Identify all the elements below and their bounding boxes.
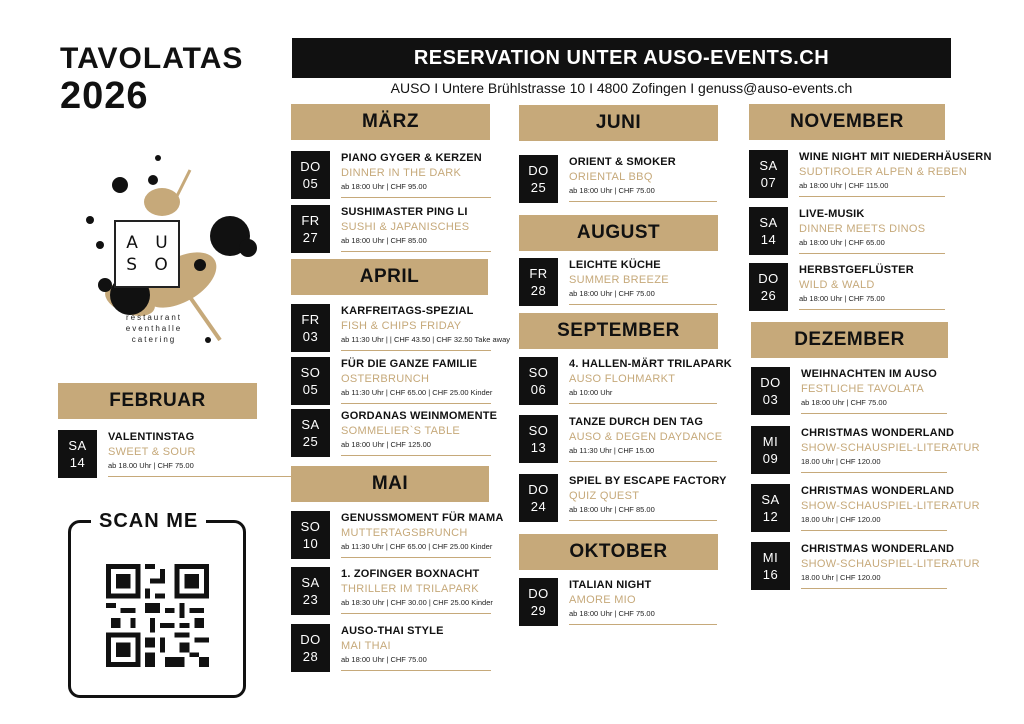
event-date-badge bbox=[291, 409, 330, 457]
month-header-november: NOVEMBER bbox=[749, 104, 945, 140]
event-title: WINE NIGHT MIT NIEDERHÄUSERN bbox=[799, 151, 992, 163]
event-divider bbox=[569, 461, 717, 462]
event-info: ab 11:30 Uhr | | CHF 43.50 | CHF 32.50 Take away bbox=[341, 335, 510, 344]
event-item[interactable] bbox=[519, 258, 717, 306]
event-title: 1. ZOFINGER BOXNACHT bbox=[341, 568, 480, 580]
event-item[interactable] bbox=[519, 415, 723, 463]
title-line1: TAVOLATAS bbox=[60, 42, 244, 75]
event-day: 05 bbox=[302, 176, 319, 191]
event-item[interactable] bbox=[749, 263, 945, 311]
event-title: WEIHNACHTEN IM AUSO bbox=[801, 368, 937, 380]
logo-row2: S O bbox=[126, 255, 174, 275]
event-item[interactable] bbox=[291, 624, 491, 672]
event-day: 03 bbox=[762, 392, 779, 407]
event-day: 10 bbox=[302, 536, 319, 551]
event-divider bbox=[799, 309, 945, 310]
address-line: AUSO I Untere Brühlstrasse 10 I 4800 Zofingen I genuss@auso-events.ch bbox=[390, 80, 853, 96]
event-info: ab 18:00 Uhr | CHF 75.00 bbox=[569, 186, 655, 195]
event-day: 28 bbox=[302, 649, 319, 664]
event-item[interactable] bbox=[751, 367, 947, 415]
event-date-badge bbox=[519, 578, 558, 626]
event-weekday: SO bbox=[300, 365, 321, 380]
event-info: ab 11:30 Uhr | CHF 65.00 | CHF 25.00 Kinder bbox=[341, 388, 493, 397]
event-weekday: DO bbox=[300, 632, 321, 647]
event-day: 25 bbox=[302, 434, 319, 449]
event-info: ab 18.00 Uhr | CHF 75.00 bbox=[108, 461, 194, 470]
event-divider bbox=[569, 304, 717, 305]
month-header-august: AUGUST bbox=[519, 215, 718, 251]
event-info: ab 18:00 Uhr | CHF 65.00 bbox=[799, 238, 885, 247]
event-item[interactable] bbox=[291, 151, 491, 199]
event-day: 06 bbox=[530, 382, 547, 397]
event-date-badge bbox=[519, 155, 558, 203]
event-title: KARFREITAGS-SPEZIAL bbox=[341, 305, 474, 317]
event-info: ab 11:30 Uhr | CHF 15.00 bbox=[569, 446, 655, 455]
event-item[interactable] bbox=[291, 409, 498, 457]
event-day: 07 bbox=[760, 175, 777, 190]
event-info: ab 18:00 Uhr | CHF 95.00 bbox=[341, 182, 427, 191]
event-weekday: SA bbox=[761, 492, 780, 507]
event-title: FÜR DIE GANZE FAMILIE bbox=[341, 358, 478, 370]
event-subtitle: DINNER IN THE DARK bbox=[341, 167, 462, 179]
event-divider bbox=[801, 413, 947, 414]
event-info: 18.00 Uhr | CHF 120.00 bbox=[801, 573, 881, 582]
event-day: 16 bbox=[762, 567, 779, 582]
event-weekday: SA bbox=[301, 575, 320, 590]
event-weekday: MI bbox=[762, 434, 779, 449]
event-subtitle: SUMMER BREEZE bbox=[569, 274, 669, 286]
event-item[interactable] bbox=[291, 511, 504, 559]
event-weekday: DO bbox=[528, 586, 549, 601]
event-title: GORDANAS WEINMOMENTE bbox=[341, 410, 498, 422]
event-info: ab 18:00 Uhr | CHF 75.00 bbox=[569, 289, 655, 298]
month-header-maerz: MÄRZ bbox=[291, 104, 490, 140]
title-line2: 2026 bbox=[60, 75, 149, 117]
event-subtitle: AUSO FLOHMARKT bbox=[569, 373, 676, 385]
event-title: CHRISTMAS WONDERLAND bbox=[801, 543, 955, 555]
event-info: ab 18:00 Uhr | CHF 75.00 bbox=[801, 398, 887, 407]
auso-logo bbox=[70, 150, 270, 360]
scan-me-label: SCAN ME bbox=[91, 509, 206, 533]
event-date-badge bbox=[291, 567, 330, 615]
event-divider bbox=[341, 613, 491, 614]
logo-sub-eventhalle: eventhalle bbox=[125, 324, 183, 333]
event-date-badge bbox=[519, 258, 558, 306]
event-subtitle: WILD & WALD bbox=[799, 279, 875, 291]
event-date-badge bbox=[291, 304, 330, 352]
event-weekday: FR bbox=[301, 312, 320, 327]
event-divider bbox=[569, 201, 717, 202]
event-title: HERBSTGEFLÜSTER bbox=[799, 264, 914, 276]
event-date-badge bbox=[751, 367, 790, 415]
event-divider bbox=[799, 253, 945, 254]
event-info: ab 11:30 Uhr | CHF 65.00 | CHF 25.00 Kinder bbox=[341, 542, 493, 551]
reservation-banner[interactable]: RESERVATION UNTER AUSO-EVENTS.CH bbox=[292, 38, 951, 78]
event-date-badge bbox=[291, 357, 330, 405]
event-date-badge bbox=[751, 426, 790, 474]
event-subtitle: QUIZ QUEST bbox=[569, 490, 640, 502]
event-item[interactable] bbox=[291, 304, 510, 352]
event-subtitle: FESTLICHE TAVOLATA bbox=[801, 383, 924, 395]
event-info: 18.00 Uhr | CHF 120.00 bbox=[801, 457, 881, 466]
event-title: ORIENT & SMOKER bbox=[569, 156, 676, 168]
event-date-badge bbox=[291, 205, 330, 253]
event-day: 13 bbox=[530, 440, 547, 455]
event-title: LEICHTE KÜCHE bbox=[569, 259, 661, 271]
event-title: GENUSSMOMENT FÜR MAMA bbox=[341, 512, 504, 524]
event-title: VALENTINSTAG bbox=[108, 431, 195, 443]
event-divider bbox=[569, 403, 717, 404]
event-weekday: DO bbox=[760, 375, 781, 390]
event-subtitle: MAI THAI bbox=[341, 640, 391, 652]
event-title: 4. HALLEN-MÄRT TRILAPARK bbox=[569, 358, 732, 370]
event-divider bbox=[341, 670, 491, 671]
event-day: 26 bbox=[760, 288, 777, 303]
event-date-badge bbox=[291, 151, 330, 199]
month-header-september: SEPTEMBER bbox=[519, 313, 718, 349]
event-date-badge bbox=[291, 511, 330, 559]
event-weekday: SA bbox=[301, 417, 320, 432]
event-weekday: DO bbox=[300, 159, 321, 174]
month-header-april: APRIL bbox=[291, 259, 488, 295]
event-date-badge bbox=[58, 430, 97, 478]
event-divider bbox=[341, 557, 491, 558]
month-header-dezember: DEZEMBER bbox=[751, 322, 948, 358]
event-divider bbox=[569, 520, 717, 521]
event-item[interactable] bbox=[749, 150, 992, 198]
event-item[interactable] bbox=[291, 357, 491, 405]
event-weekday: SA bbox=[759, 158, 778, 173]
scan-me-box[interactable] bbox=[68, 510, 246, 698]
event-title: TANZE DURCH DEN TAG bbox=[569, 416, 704, 428]
event-item[interactable] bbox=[751, 484, 980, 532]
event-weekday: DO bbox=[528, 482, 549, 497]
event-weekday: SA bbox=[68, 438, 87, 453]
event-day: 09 bbox=[762, 451, 779, 466]
event-weekday: MI bbox=[762, 550, 779, 565]
event-info: ab 18:00 Uhr | CHF 75.00 bbox=[569, 609, 655, 618]
event-subtitle: SHOW-SCHAUSPIEL-LITERATUR bbox=[801, 558, 980, 570]
event-subtitle: AUSO & DEGEN DAYDANCE bbox=[569, 431, 723, 443]
event-subtitle: MUTTERTAGSBRUNCH bbox=[341, 527, 468, 539]
event-divider bbox=[341, 403, 491, 404]
event-divider bbox=[341, 251, 491, 252]
event-info: ab 18:00 Uhr | CHF 125.00 bbox=[341, 440, 431, 449]
event-subtitle: SUSHI & JAPANISCHES bbox=[341, 221, 470, 233]
event-divider bbox=[341, 197, 491, 198]
event-date-badge bbox=[751, 542, 790, 590]
event-divider bbox=[801, 472, 947, 473]
event-weekday: FR bbox=[529, 266, 548, 281]
event-title: CHRISTMAS WONDERLAND bbox=[801, 427, 955, 439]
event-info: ab 18:00 Uhr | CHF 85.00 bbox=[569, 505, 655, 514]
logo-sub-catering: catering bbox=[131, 335, 177, 344]
event-item[interactable] bbox=[751, 542, 980, 590]
event-title: SUSHIMASTER PING LI bbox=[341, 206, 468, 218]
event-date-badge bbox=[751, 484, 790, 532]
event-divider bbox=[341, 350, 491, 351]
event-day: 14 bbox=[69, 455, 86, 470]
event-divider bbox=[108, 476, 315, 477]
event-day: 25 bbox=[530, 180, 547, 195]
event-item[interactable] bbox=[749, 207, 945, 255]
event-subtitle: OSTERBRUNCH bbox=[341, 373, 430, 385]
logo-subtitle bbox=[114, 312, 194, 345]
event-day: 12 bbox=[762, 509, 779, 524]
event-day: 28 bbox=[530, 283, 547, 298]
month-header-oktober: OKTOBER bbox=[519, 534, 718, 570]
event-date-badge bbox=[291, 624, 330, 672]
event-day: 14 bbox=[760, 232, 777, 247]
event-item[interactable] bbox=[58, 430, 315, 478]
event-item[interactable] bbox=[291, 567, 491, 615]
page-title bbox=[60, 42, 243, 116]
event-date-badge bbox=[749, 207, 788, 255]
event-day: 29 bbox=[530, 603, 547, 618]
event-day: 03 bbox=[302, 329, 319, 344]
event-divider bbox=[569, 624, 717, 625]
event-date-badge bbox=[519, 415, 558, 463]
event-subtitle: ORIENTAL BBQ bbox=[569, 171, 653, 183]
logo-sub-restaurant: restaurant bbox=[125, 313, 183, 322]
event-weekday: SO bbox=[528, 423, 549, 438]
event-subtitle: SWEET & SOUR bbox=[108, 446, 196, 458]
event-subtitle: SUDTIROLER ALPEN & REBEN bbox=[799, 166, 967, 178]
month-header-februar: FEBRUAR bbox=[58, 383, 257, 419]
event-divider bbox=[801, 530, 947, 531]
event-title: LIVE-MUSIK bbox=[799, 208, 865, 220]
event-day: 24 bbox=[530, 499, 547, 514]
event-title: PIANO GYGER & KERZEN bbox=[341, 152, 482, 164]
event-item[interactable] bbox=[519, 357, 732, 405]
event-title: CHRISTMAS WONDERLAND bbox=[801, 485, 955, 497]
event-date-badge bbox=[749, 150, 788, 198]
qr-code-icon[interactable] bbox=[106, 564, 209, 667]
event-weekday: DO bbox=[528, 163, 549, 178]
event-subtitle: SHOW-SCHAUSPIEL-LITERATUR bbox=[801, 442, 980, 454]
event-weekday: FR bbox=[301, 213, 320, 228]
event-subtitle: FISH & CHIPS FRIDAY bbox=[341, 320, 462, 332]
event-weekday: DO bbox=[758, 271, 779, 286]
event-date-badge bbox=[749, 263, 788, 311]
event-info: ab 18:00 Uhr | CHF 115.00 bbox=[799, 181, 889, 190]
month-header-mai: MAI bbox=[291, 466, 489, 502]
event-info: 18.00 Uhr | CHF 120.00 bbox=[801, 515, 881, 524]
event-subtitle: THRILLER IM TRILAPARK bbox=[341, 583, 479, 595]
event-day: 23 bbox=[302, 592, 319, 607]
event-item[interactable] bbox=[519, 155, 717, 203]
event-divider bbox=[801, 588, 947, 589]
event-item[interactable] bbox=[751, 426, 980, 474]
event-item[interactable] bbox=[519, 474, 727, 522]
month-header-juni: JUNI bbox=[519, 105, 718, 141]
event-subtitle: DINNER MEETS DINOS bbox=[799, 223, 926, 235]
event-subtitle: SOMMELIER`S TABLE bbox=[341, 425, 460, 437]
event-date-badge bbox=[519, 474, 558, 522]
event-title: SPIEL BY ESCAPE FACTORY bbox=[569, 475, 727, 487]
event-info: ab 18:00 Uhr | CHF 85.00 bbox=[341, 236, 427, 245]
logo-row1: A U bbox=[126, 233, 174, 253]
event-info: ab 18:00 Uhr | CHF 75.00 bbox=[341, 655, 427, 664]
event-info: ab 10:00 Uhr bbox=[569, 388, 613, 397]
event-info: ab 18:00 Uhr | CHF 75.00 bbox=[799, 294, 885, 303]
event-item[interactable] bbox=[519, 578, 717, 626]
event-subtitle: SHOW-SCHAUSPIEL-LITERATUR bbox=[801, 500, 980, 512]
event-weekday: SO bbox=[300, 519, 321, 534]
logo-mark bbox=[114, 220, 180, 288]
event-divider bbox=[341, 455, 491, 456]
event-divider bbox=[799, 196, 945, 197]
event-weekday: SO bbox=[528, 365, 549, 380]
event-weekday: SA bbox=[759, 215, 778, 230]
event-title: AUSO-THAI STYLE bbox=[341, 625, 444, 637]
event-day: 27 bbox=[302, 230, 319, 245]
event-day: 05 bbox=[302, 382, 319, 397]
event-item[interactable] bbox=[291, 205, 491, 253]
event-date-badge bbox=[519, 357, 558, 405]
event-info: ab 18:30 Uhr | CHF 30.00 | CHF 25.00 Kinder bbox=[341, 598, 493, 607]
event-title: ITALIAN NIGHT bbox=[569, 579, 652, 591]
event-subtitle: AMORE MIO bbox=[569, 594, 636, 606]
